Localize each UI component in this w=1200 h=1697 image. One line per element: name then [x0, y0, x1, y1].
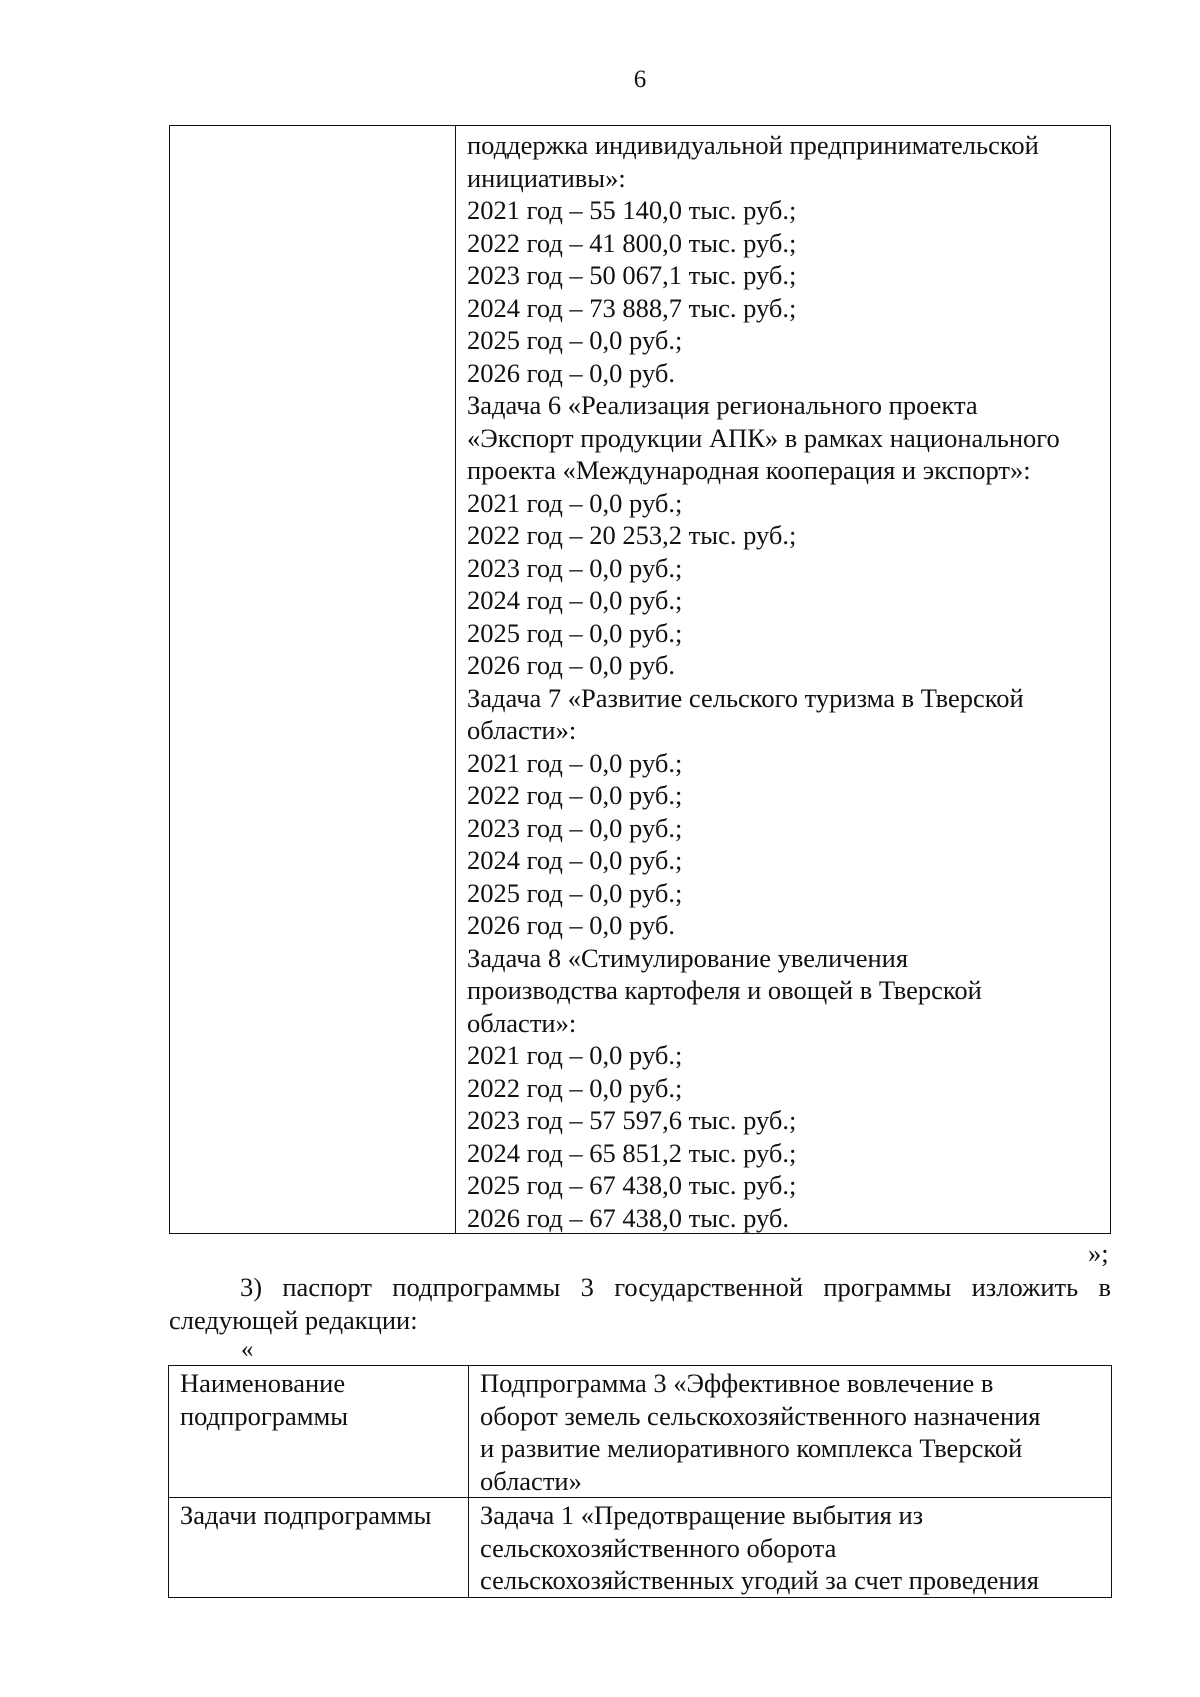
- table-line: 2021 год – 55 140,0 тыс. руб.;: [467, 195, 797, 225]
- row-value-line: сельскохозяйственных угодий за счет проведения: [480, 1565, 1039, 1595]
- table-line: 2023 год – 0,0 руб.;: [467, 812, 683, 843]
- row-value-line: области»: [480, 1465, 582, 1496]
- table-row: [169, 1498, 1112, 1598]
- table-line: 2023 год – 57 597,6 тыс. руб.;: [467, 1105, 797, 1135]
- table-line: 2024 год – 73 888,7 тыс. руб.;: [467, 292, 797, 323]
- table-line: «Экспорт продукции АПК» в рамках национального: [467, 422, 1060, 453]
- row-label: подпрограммы: [180, 1400, 349, 1431]
- funding-table: [169, 125, 1111, 1234]
- closing-quote: »;: [1088, 1238, 1109, 1268]
- table-line: поддержка индивидуальной предпринимательской: [467, 130, 1039, 160]
- table-line: 2025 год – 67 438,0 тыс. руб.;: [467, 1170, 797, 1200]
- table-line: 2023 год – 0,0 руб.;: [467, 552, 683, 583]
- funding-table-right-cell: [467, 129, 1107, 1234]
- table-line: 2025 год – 0,0 руб.;: [467, 617, 683, 648]
- row-value-line: Подпрограмма 3 «Эффективное вовлечение в: [480, 1368, 994, 1398]
- row-label-cell: [169, 1366, 469, 1498]
- row-value-cell: [469, 1366, 1112, 1498]
- table-line: производства картофеля и овощей в Тверской: [467, 975, 982, 1005]
- row-label-cell: [169, 1498, 469, 1598]
- table-line: 2025 год – 0,0 руб.;: [467, 325, 683, 355]
- row-value-line: Задача 1 «Предотвращение выбытия из: [480, 1500, 924, 1530]
- page-number: 6: [633, 66, 647, 93]
- table-line: 2025 год – 0,0 руб.;: [467, 877, 683, 908]
- table-line: Задача 8 «Стимулирование увеличения: [467, 942, 909, 973]
- table-line: 2022 год – 41 800,0 тыс. руб.;: [467, 227, 797, 258]
- table-line: 2022 год – 0,0 руб.;: [467, 1072, 683, 1103]
- row-value-line: оборот земель сельскохозяйственного назначения: [480, 1400, 1041, 1431]
- row-value-cell: [469, 1498, 1112, 1598]
- table-line: 2021 год – 0,0 руб.;: [467, 747, 683, 778]
- table-line: 2024 год – 0,0 руб.;: [467, 585, 683, 615]
- table-row: [169, 1366, 1112, 1498]
- table-line: 2026 год – 0,0 руб.: [467, 357, 675, 388]
- opening-quote: «: [241, 1336, 254, 1363]
- table-line: 2026 год – 0,0 руб.: [467, 910, 675, 940]
- table-line: инициативы»:: [467, 162, 626, 193]
- table-line: области»:: [467, 715, 577, 745]
- table-line: 2022 год – 20 253,2 тыс. руб.;: [467, 520, 797, 550]
- amendment-paragraph: 3) паспорт подпрограммы 3 государственной программы изложить в следующей редакции:: [169, 1272, 1111, 1335]
- table-line: проекта «Международная кооперация и экспорт»:: [467, 455, 1031, 485]
- table-line: 2023 год – 50 067,1 тыс. руб.;: [467, 260, 797, 290]
- row-value-line: и развитие мелиоративного комплекса Тверской: [480, 1433, 1023, 1463]
- table-line: 2021 год – 0,0 руб.;: [467, 1040, 683, 1070]
- table-line: 2026 год – 0,0 руб.: [467, 650, 675, 680]
- funding-table-left-cell: [170, 126, 456, 1233]
- row-label: Наименование: [180, 1368, 346, 1398]
- table-line: 2022 год – 0,0 руб.;: [467, 780, 683, 810]
- row-value-line: сельскохозяйственного оборота: [480, 1532, 837, 1563]
- table-line: Задача 7 «Развитие сельского туризма в Тверской: [467, 682, 1024, 713]
- table-line: 2021 год – 0,0 руб.;: [467, 487, 683, 518]
- subprogram-passport-table: [168, 1365, 1112, 1598]
- row-label: Задачи подпрограммы: [180, 1500, 432, 1530]
- table-line: 2024 год – 65 851,2 тыс. руб.;: [467, 1137, 797, 1168]
- table-line: области»:: [467, 1007, 577, 1038]
- table-line: Задача 6 «Реализация регионального проекта: [467, 390, 978, 420]
- table-line: 2024 год – 0,0 руб.;: [467, 845, 683, 875]
- table-line: 2026 год – 67 438,0 тыс. руб.: [467, 1202, 789, 1233]
